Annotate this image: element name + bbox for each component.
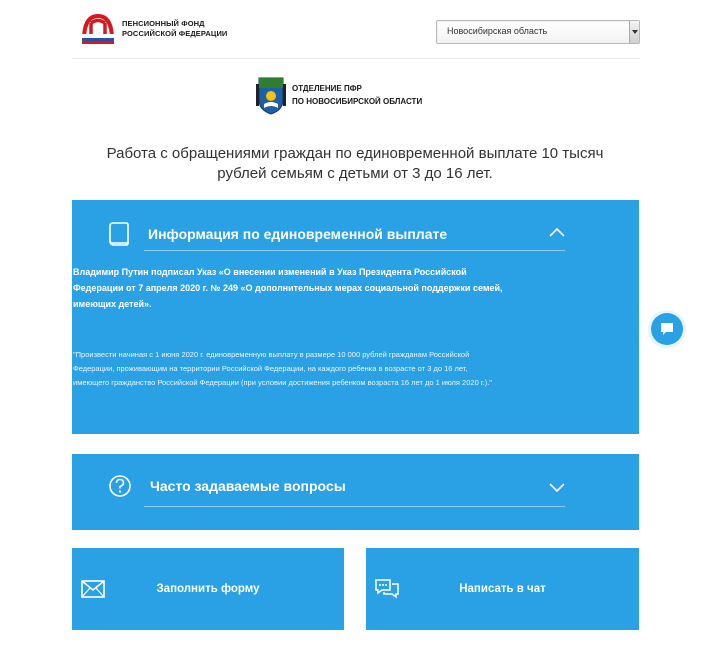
faq-card-header[interactable] <box>108 471 569 501</box>
faq-card-divider <box>144 506 565 507</box>
novosibirsk-emblem-icon <box>256 74 286 116</box>
info-card-title: Информация по единовременной выплате <box>148 226 448 242</box>
header-divider <box>72 58 640 59</box>
faq-card[interactable] <box>72 454 639 530</box>
info-card-divider <box>144 250 565 251</box>
region-select-value: Новосибирская область <box>447 26 548 36</box>
branch-line-2: ПО НОВОСИБИРСКОЙ ОБЛАСТИ <box>292 97 423 106</box>
branch-line-1: ОТДЕЛЕНИЕ ПФР <box>292 84 362 93</box>
info-card-header[interactable] <box>108 219 569 249</box>
faq-card-title: Часто задаваемые вопросы <box>150 478 346 494</box>
chat-icon <box>659 321 675 337</box>
decree-text: Владимир Путин подписал Указ «О внесении изменений в Указ Президента Российской Федерации от 7 апреля 2020 г. № 249 «О дополнительных мерах социальной поддержки семей, имеющих детей». <box>73 267 503 309</box>
chevron-up-icon[interactable] <box>549 226 565 238</box>
logo-line-2: РОССИЙСКОЙ ФЕДЕРАЦИИ <box>122 29 228 38</box>
site-header <box>72 8 640 56</box>
pfr-logo-mark-icon <box>78 10 118 48</box>
document-icon <box>108 221 130 247</box>
page-title: Работа с обращениями граждан по единовременной выплате 10 тысяч рублей семьям с детьми от 3 до 16 лет. <box>106 145 604 182</box>
fill-form-label: Заполнить форму <box>156 583 260 595</box>
pfr-logo[interactable] <box>78 10 227 48</box>
info-card <box>72 200 639 434</box>
decree-quote: "Произвести начиная с 1 июня 2020 г. единовременную выплату в размере 10 000 рублей гражданам Российской Федерации, проживающим на территории Российской Федерации, на каждого ребенка в возрасте от 3 до 16 лет, имеющего гражданство Российской Федерации (при условии достижения ребенком возраста 16 лет до 1 июля 2020 г.)." <box>73 350 492 387</box>
write-chat-button[interactable] <box>366 548 639 630</box>
fill-form-button[interactable] <box>72 548 344 630</box>
question-circle-icon <box>108 474 132 498</box>
region-select[interactable] <box>436 20 640 44</box>
logo-line-1: ПЕНСИОННЫЙ ФОНД <box>122 19 205 28</box>
write-chat-label: Написать в чат <box>459 583 546 595</box>
select-arrow-icon[interactable] <box>629 21 639 43</box>
chevron-down-icon[interactable] <box>549 481 565 493</box>
branch-logo <box>256 74 422 116</box>
floating-chat-button[interactable] <box>651 313 683 345</box>
